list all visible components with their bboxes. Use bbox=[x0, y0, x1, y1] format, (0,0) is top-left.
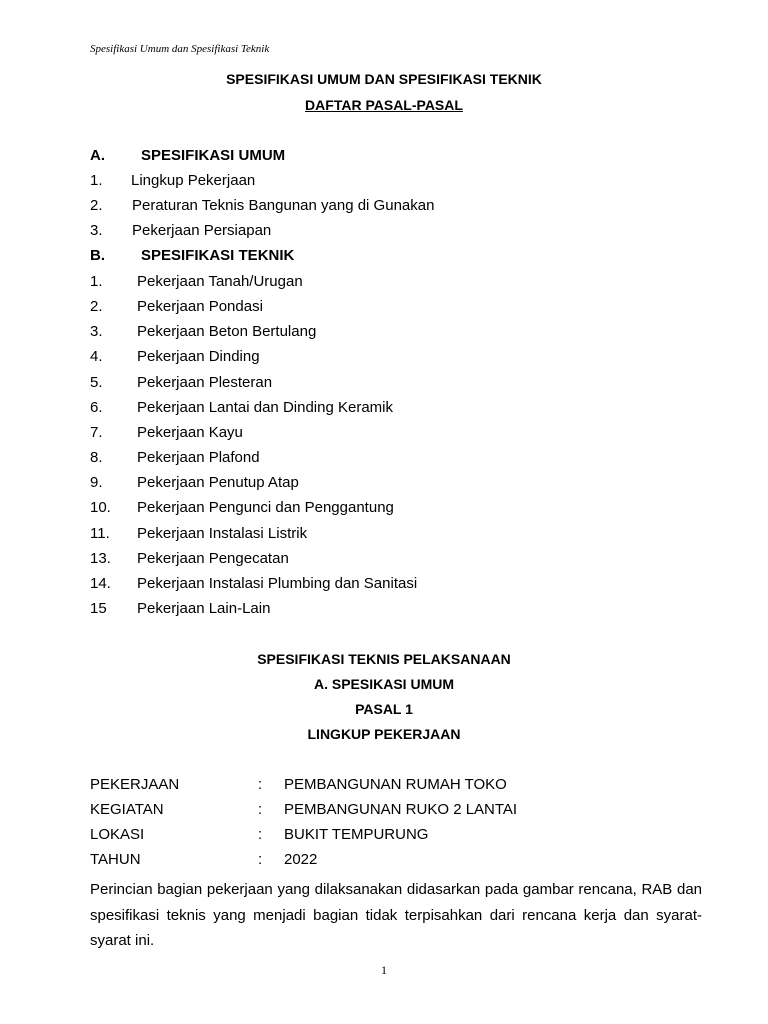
list-item-text: Pekerjaan Pengecatan bbox=[137, 550, 289, 567]
info-key: LOKASI bbox=[90, 826, 145, 843]
heading-spesikasi-umum: A. SPESIKASI UMUM bbox=[313, 676, 454, 692]
section-b-title: SPESIFIKASI TEKNIK bbox=[141, 247, 295, 264]
info-value: BUKIT TEMPURUNG bbox=[284, 826, 429, 843]
list-item-number: 3. bbox=[90, 222, 103, 239]
list-item-number: 2. bbox=[90, 298, 103, 315]
heading-pasal: PASAL 1 bbox=[355, 701, 413, 717]
list-item-text: Pekerjaan Instalasi Listrik bbox=[137, 525, 308, 542]
heading-spesifikasi-teknis: SPESIFIKASI TEKNIS PELAKSANAAN bbox=[257, 651, 511, 667]
list-item-number: 4. bbox=[90, 348, 103, 365]
list-item-text: Pekerjaan Penutup Atap bbox=[137, 474, 299, 491]
subtitle-text: DAFTAR PASAL-PASAL bbox=[305, 97, 463, 113]
list-item-text: Pekerjaan Tanah/Urugan bbox=[137, 273, 303, 290]
info-key: TAHUN bbox=[90, 851, 141, 868]
body-paragraph: Perincian bagian pekerjaan yang dilaksanakan didasarkan pada gambar rencana, RAB dan spesifikasi teknis yang menjadi bagian tidak terpisahkan dari rencana kerja dan syarat-syarat ini. bbox=[90, 881, 702, 949]
list-item-number: 8. bbox=[90, 449, 103, 466]
list-item-text: Pekerjaan Pondasi bbox=[137, 298, 263, 315]
info-separator: : bbox=[258, 851, 263, 868]
list-item-text: Pekerjaan Lantai dan Dinding Keramik bbox=[137, 399, 393, 416]
list-item-number: 3. bbox=[90, 323, 103, 340]
list-item-number: 1. bbox=[90, 273, 103, 290]
list-item-text: Peraturan Teknis Bangunan yang di Gunakan bbox=[132, 197, 435, 214]
list-item-number: 2. bbox=[90, 197, 103, 214]
list-item-number: 14. bbox=[90, 575, 111, 592]
info-separator: : bbox=[258, 826, 263, 843]
document-subtitle bbox=[0, 97, 768, 113]
heading-lingkup: LINGKUP PEKERJAAN bbox=[307, 726, 461, 742]
list-item-text: Lingkup Pekerjaan bbox=[131, 172, 256, 189]
info-value: 2022 bbox=[284, 851, 318, 868]
list-item-number: 15 bbox=[90, 600, 107, 617]
section-a-title: SPESIFIKASI UMUM bbox=[141, 147, 286, 164]
info-value: PEMBANGUNAN RUMAH TOKO bbox=[284, 776, 507, 793]
list-item-text: Pekerjaan Plafond bbox=[137, 449, 260, 466]
section-b-number: B. bbox=[90, 247, 105, 264]
list-item-text: Pekerjaan Beton Bertulang bbox=[137, 323, 317, 340]
list-item-text: Pekerjaan Kayu bbox=[137, 424, 243, 441]
list-item-number: 11. bbox=[90, 525, 110, 542]
list-item-text: Pekerjaan Dinding bbox=[137, 348, 260, 365]
running-header: Spesifikasi Umum dan Spesifikasi Teknik bbox=[90, 43, 270, 55]
list-item-number: 10. bbox=[90, 499, 111, 516]
list-item-number: 6. bbox=[90, 399, 103, 416]
section-a-number: A. bbox=[90, 147, 105, 164]
list-item-number: 7. bbox=[90, 424, 103, 441]
list-item-number: 5. bbox=[90, 374, 103, 391]
document-title: SPESIFIKASI UMUM DAN SPESIFIKASI TEKNIK bbox=[226, 71, 542, 87]
info-separator: : bbox=[258, 801, 263, 818]
info-separator: : bbox=[258, 776, 263, 793]
list-item-number: 9. bbox=[90, 474, 103, 491]
list-item-number: 1. bbox=[90, 172, 103, 189]
list-item-text: Pekerjaan Plesteran bbox=[137, 374, 273, 391]
info-key: PEKERJAAN bbox=[90, 776, 180, 793]
list-item-text: Pekerjaan Lain-Lain bbox=[137, 600, 271, 617]
info-key: KEGIATAN bbox=[90, 801, 164, 818]
list-item-text: Pekerjaan Instalasi Plumbing dan Sanitasi bbox=[137, 575, 418, 592]
list-item-text: Pekerjaan Persiapan bbox=[132, 222, 272, 239]
info-value: PEMBANGUNAN RUKO 2 LANTAI bbox=[284, 801, 518, 818]
list-item-number: 13. bbox=[90, 550, 111, 567]
list-item-text: Pekerjaan Pengunci dan Penggantung bbox=[137, 499, 394, 516]
page-number: 1 bbox=[381, 963, 387, 977]
